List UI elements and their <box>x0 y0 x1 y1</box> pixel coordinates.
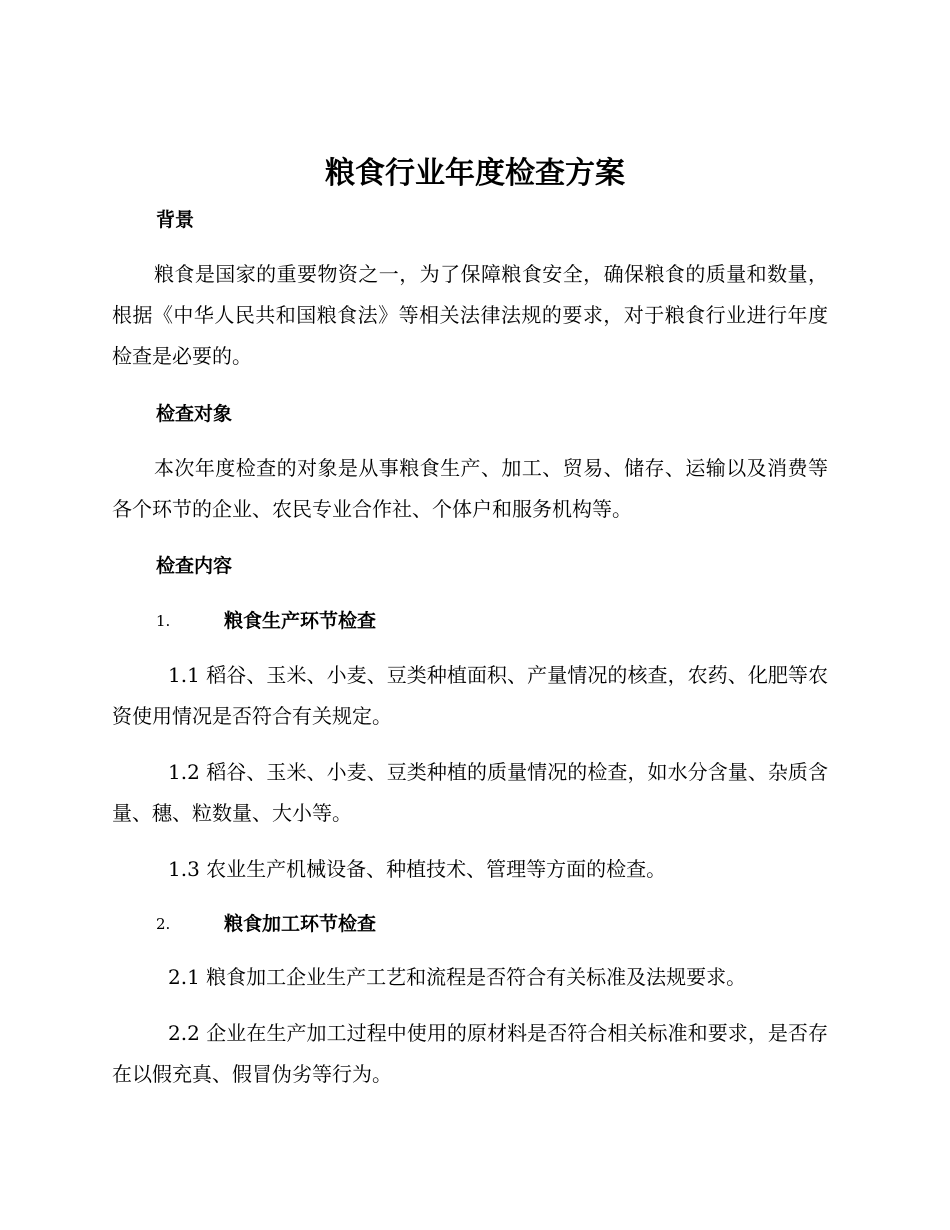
section-1-title: 粮食生产环节检查 <box>224 610 377 632</box>
background-heading: 背景 <box>156 209 195 231</box>
section-1-item-3: 1.3 农业生产机械设备、种植技术、管理等方面的检查。 <box>168 857 667 881</box>
section-2-item-2: 2.2 企业在生产加工过程中使用的原材料是否符合相关标准和要求，是否存在以假充真、假冒伪劣等行为。 <box>112 1021 828 1086</box>
section-2-item-1: 2.1 粮食加工企业生产工艺和流程是否符合有关标准及法规要求。 <box>168 965 747 989</box>
section-2-number: 2. <box>156 915 171 933</box>
section-2-title: 粮食加工环节检查 <box>224 913 377 935</box>
section-1-item-1: 1.1 稻谷、玉米、小麦、豆类种植面积、产量情况的核查，农药、化肥等农资使用情况是否符合有关规定。 <box>112 663 828 728</box>
section-1-item-2: 1.2 稻谷、玉米、小麦、豆类种植的质量情况的检查，如水分含量、杂质含量、穗、粒数量、大小等。 <box>112 760 828 825</box>
document-title: 粮食行业年度检查方案 <box>325 156 625 191</box>
background-paragraph: 粮食是国家的重要物资之一，为了保障粮食安全，确保粮食的质量和数量，根据《中华人民共和国粮食法》等相关法律法规的要求，对于粮食行业进行年度检查是必要的。 <box>112 262 828 368</box>
section-1-number: 1. <box>156 612 171 630</box>
objects-heading: 检查对象 <box>156 403 233 425</box>
objects-paragraph: 本次年度检查的对象是从事粮食生产、加工、贸易、储存、运输以及消费等各个环节的企业、农民专业合作社、个体户和服务机构等。 <box>112 456 828 521</box>
content-heading: 检查内容 <box>156 555 233 577</box>
